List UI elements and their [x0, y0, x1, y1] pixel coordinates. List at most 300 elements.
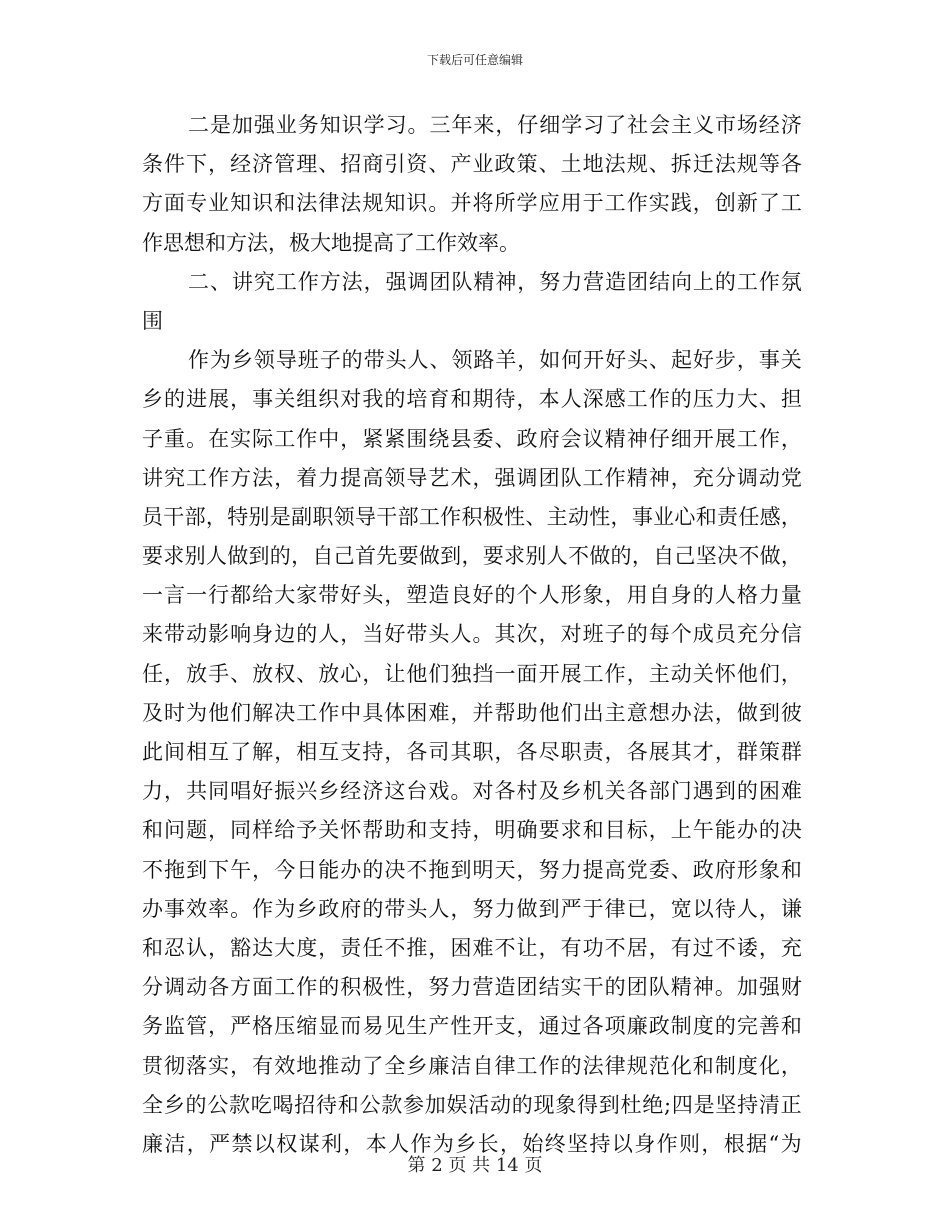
glyph: 的 — [714, 1014, 736, 1039]
glyph: 到 — [714, 779, 736, 804]
glyph: 正 — [780, 1092, 802, 1117]
glyph: 此 — [142, 740, 163, 764]
glyph: 求 — [504, 544, 526, 569]
glyph: 公 — [207, 1092, 229, 1117]
glyph: 学 — [363, 113, 385, 137]
glyph: 的 — [758, 818, 780, 843]
glyph: 县 — [450, 426, 472, 451]
glyph: 率 — [208, 896, 230, 921]
glyph: 精 — [473, 269, 495, 294]
glyph: 领 — [253, 348, 275, 373]
glyph: 和 — [450, 387, 472, 412]
glyph: 职 — [560, 740, 582, 764]
glyph: 步 — [714, 348, 736, 373]
glyph: 工 — [604, 191, 626, 216]
glyph: 求 — [560, 818, 582, 843]
glyph: 努 — [539, 269, 561, 294]
glyph: 工 — [626, 387, 648, 412]
glyph: 而 — [340, 1014, 362, 1039]
glyph: 部 — [184, 504, 206, 529]
glyph: 人 — [560, 387, 582, 412]
glyph: 到 — [450, 857, 472, 882]
glyph: 待 — [316, 1092, 337, 1117]
glyph: 他 — [538, 700, 560, 725]
glyph: 法 — [296, 191, 318, 216]
glyph: 四 — [671, 1092, 693, 1117]
glyph: ， — [631, 544, 653, 569]
glyph: 提 — [340, 465, 362, 490]
glyph: 务 — [297, 113, 319, 137]
glyph: 知 — [384, 191, 406, 216]
glyph: 细 — [670, 426, 692, 451]
glyph: 通 — [538, 1014, 560, 1039]
glyph: 易 — [362, 1014, 384, 1039]
glyph: 化 — [758, 1053, 780, 1078]
glyph: 作 — [188, 348, 209, 373]
glyph: 求 — [163, 544, 185, 569]
glyph: 别 — [248, 504, 270, 529]
glyph: 长 — [477, 1131, 499, 1156]
glyph: 重 — [164, 426, 186, 451]
glyph: 带 — [384, 896, 406, 921]
glyph: 谦 — [780, 896, 802, 921]
glyph: ， — [318, 935, 340, 960]
glyph: 动 — [758, 465, 780, 490]
glyph: 工 — [415, 230, 436, 255]
glyph: 款 — [381, 1092, 403, 1117]
glyph: 着 — [296, 465, 318, 490]
glyph: 的 — [185, 1092, 207, 1117]
glyph: 效 — [274, 1053, 296, 1078]
glyph: 团 — [627, 269, 649, 294]
glyph: 律 — [494, 1053, 516, 1078]
glyph: 贯 — [142, 1053, 163, 1078]
glyph: 的 — [362, 857, 384, 882]
glyph: 度 — [736, 1053, 758, 1078]
glyph: 主 — [604, 700, 626, 725]
glyph: 员 — [714, 622, 736, 647]
glyph: 府 — [538, 426, 560, 451]
glyph: 关 — [274, 387, 296, 412]
glyph: 们 — [230, 700, 252, 725]
glyph: ， — [340, 622, 362, 647]
glyph: 行 — [208, 583, 230, 608]
glyph: 终 — [544, 1131, 566, 1156]
glyph: 方 — [142, 191, 163, 216]
glyph: 关 — [318, 818, 340, 843]
glyph: 子 — [604, 622, 626, 647]
glyph: 自 — [472, 1053, 494, 1078]
glyph: 作 — [656, 1131, 678, 1156]
glyph: ， — [692, 191, 714, 216]
glyph: 同 — [230, 818, 252, 843]
glyph: 深 — [582, 387, 604, 412]
glyph: 务 — [142, 1014, 163, 1039]
glyph: 事 — [631, 504, 653, 529]
glyph: ， — [758, 896, 780, 921]
glyph: 法 — [582, 1053, 604, 1078]
glyph: 法 — [247, 230, 268, 255]
glyph: 强 — [494, 465, 516, 490]
glyph: 有 — [252, 1053, 274, 1078]
glyph: 让 — [384, 661, 406, 686]
glyph: 互 — [208, 740, 230, 764]
glyph: 清 — [758, 1092, 780, 1117]
glyph: 不 — [384, 935, 406, 960]
glyph: 规 — [362, 191, 384, 216]
glyph: 时 — [164, 700, 186, 725]
text-line — [142, 615, 802, 654]
glyph: 权 — [276, 1131, 298, 1156]
glyph: 持 — [450, 818, 472, 843]
glyph: 拖 — [164, 857, 186, 882]
glyph: ， — [428, 935, 450, 960]
glyph: 司 — [428, 740, 450, 764]
glyph: 。 — [428, 191, 450, 216]
glyph: ， — [538, 622, 560, 647]
glyph: 体 — [384, 700, 406, 725]
glyph: 方 — [319, 269, 341, 294]
glyph: 导 — [354, 504, 376, 529]
glyph: 确 — [516, 818, 538, 843]
glyph: 工 — [296, 700, 318, 725]
glyph: 及 — [142, 700, 163, 725]
glyph: 作 — [436, 230, 457, 255]
glyph: 严 — [209, 1131, 231, 1156]
glyph: 工 — [274, 426, 296, 451]
glyph: 间 — [164, 740, 186, 764]
glyph: 产 — [450, 152, 472, 177]
glyph: 高 — [373, 230, 394, 255]
glyph: 关 — [604, 779, 626, 804]
glyph: 坚 — [567, 1131, 589, 1156]
glyph: 委 — [648, 857, 670, 882]
glyph: 别 — [184, 544, 206, 569]
glyph: 和 — [142, 935, 163, 960]
glyph: 精 — [604, 426, 626, 451]
glyph: 作 — [252, 896, 274, 921]
text-line — [142, 851, 802, 890]
glyph: 彼 — [780, 700, 802, 725]
glyph: 中 — [318, 426, 340, 451]
glyph: 事 — [758, 348, 780, 373]
glyph: 杜 — [620, 1092, 642, 1117]
glyph: 机 — [582, 779, 604, 804]
glyph: 动 — [567, 504, 589, 529]
glyph: 调 — [407, 269, 429, 294]
glyph: 土 — [560, 152, 582, 177]
glyph: ， — [780, 544, 802, 569]
glyph: 对 — [472, 779, 494, 804]
glyph: 人 — [318, 622, 340, 647]
glyph: 首 — [354, 544, 376, 569]
glyph: 做 — [759, 544, 781, 569]
glyph: 方 — [230, 465, 252, 490]
glyph: 同 — [208, 779, 230, 804]
glyph: 生 — [406, 1014, 428, 1039]
glyph: 细 — [539, 113, 561, 137]
glyph: 的 — [318, 975, 340, 1000]
glyph: 调 — [736, 465, 758, 490]
glyph: ， — [230, 1053, 252, 1078]
glyph: 造 — [605, 269, 627, 294]
glyph: ， — [362, 661, 384, 686]
glyph: 羊 — [495, 348, 517, 373]
glyph: 。 — [230, 896, 252, 921]
glyph: 新 — [736, 191, 758, 216]
glyph: 放 — [252, 661, 274, 686]
glyph: 性 — [504, 504, 526, 529]
glyph: 团 — [538, 465, 560, 490]
glyph: 群 — [736, 740, 758, 764]
glyph: 困 — [450, 935, 472, 960]
glyph: 要 — [397, 544, 419, 569]
glyph: 他 — [406, 661, 428, 686]
glyph: 件 — [164, 152, 186, 177]
glyph: 部 — [397, 504, 419, 529]
glyph: 以 — [253, 1131, 275, 1156]
glyph: 作 — [208, 465, 230, 490]
glyph: 中 — [340, 700, 362, 725]
glyph: 分 — [142, 975, 163, 1000]
glyph: 规 — [626, 1053, 648, 1078]
glyph: 、 — [649, 348, 671, 373]
glyph: 言 — [164, 583, 186, 608]
glyph: 决 — [780, 818, 802, 843]
glyph: 坚 — [715, 1092, 737, 1117]
glyph: 自 — [312, 544, 334, 569]
glyph: 方 — [230, 975, 252, 1000]
glyph: 给 — [274, 818, 296, 843]
glyph: 了 — [394, 230, 415, 255]
glyph: 这 — [384, 779, 406, 804]
glyph: 头 — [627, 348, 649, 373]
glyph: 所 — [494, 191, 516, 216]
glyph: 神 — [495, 269, 517, 294]
glyph: 实 — [230, 426, 252, 451]
glyph: 戏 — [428, 779, 450, 804]
glyph: 努 — [428, 975, 450, 1000]
glyph: 独 — [450, 661, 472, 686]
glyph: ， — [517, 348, 539, 373]
glyph: ， — [472, 465, 494, 490]
glyph: 手 — [208, 661, 230, 686]
glyph: 领 — [451, 348, 473, 373]
glyph: 并 — [450, 191, 472, 216]
glyph: 效 — [186, 896, 208, 921]
glyph: 洁 — [164, 1131, 186, 1156]
glyph: 乡 — [455, 1131, 477, 1156]
glyph: 根 — [723, 1131, 745, 1156]
glyph: 、 — [318, 152, 340, 177]
glyph: 作 — [648, 387, 670, 412]
glyph: 法 — [714, 152, 736, 177]
glyph: 持 — [589, 1131, 611, 1156]
glyph: 积 — [340, 975, 362, 1000]
glyph: 予 — [296, 818, 318, 843]
glyph: 到 — [186, 857, 208, 882]
glyph: 样 — [252, 818, 274, 843]
glyph: ， — [648, 935, 670, 960]
glyph: ， — [208, 152, 230, 177]
glyph: 和 — [582, 818, 604, 843]
glyph: 动 — [490, 1092, 511, 1117]
glyph: 学 — [516, 191, 538, 216]
text-line — [142, 890, 802, 929]
glyph: 目 — [604, 818, 626, 843]
text-line — [142, 694, 802, 733]
glyph: 利 — [321, 1131, 342, 1156]
text-line — [142, 811, 802, 850]
glyph: 是 — [693, 1092, 715, 1117]
glyph: 义 — [692, 113, 714, 137]
glyph: 想 — [184, 230, 205, 255]
glyph: 塑 — [406, 583, 428, 608]
glyph: 政 — [648, 1014, 670, 1039]
glyph: 己 — [674, 544, 696, 569]
glyph: 子 — [319, 348, 341, 373]
glyph: 干 — [376, 504, 398, 529]
glyph: 习 — [583, 113, 605, 137]
glyph: 神 — [648, 465, 670, 490]
glyph: 展 — [714, 426, 736, 451]
glyph: 作 — [296, 975, 318, 1000]
text-line — [142, 106, 802, 145]
glyph: 难 — [780, 779, 802, 804]
glyph: 作 — [758, 426, 780, 451]
glyph: 业 — [472, 152, 494, 177]
glyph: 大 — [274, 583, 296, 608]
glyph: 边 — [274, 622, 296, 647]
glyph: 明 — [472, 857, 494, 882]
glyph: 放 — [318, 661, 340, 686]
glyph: 头 — [406, 896, 428, 921]
glyph: 效 — [457, 230, 478, 255]
glyph: ， — [472, 818, 494, 843]
glyph: ， — [780, 504, 802, 529]
glyph: 地 — [331, 230, 352, 255]
glyph: 动 — [186, 975, 208, 1000]
glyph: 给 — [252, 583, 274, 608]
glyph: 信 — [780, 622, 802, 647]
glyph: 村 — [516, 779, 538, 804]
text-line — [142, 772, 802, 811]
glyph: 工 — [275, 269, 297, 294]
glyph: 感 — [759, 504, 781, 529]
glyph: 头 — [428, 622, 450, 647]
glyph: 来 — [473, 113, 495, 137]
glyph: 主 — [648, 661, 670, 686]
glyph: 努 — [472, 896, 494, 921]
glyph: 力 — [494, 896, 516, 921]
glyph: 制 — [714, 1053, 736, 1078]
text-line — [142, 224, 802, 263]
glyph: 作 — [440, 504, 462, 529]
glyph: 讲 — [231, 269, 253, 294]
glyph: 和 — [205, 230, 226, 255]
glyph: 招 — [340, 152, 362, 177]
glyph: 午 — [230, 857, 252, 882]
glyph: 工 — [274, 975, 296, 1000]
glyph: 责 — [717, 504, 739, 529]
glyph: 要 — [538, 818, 560, 843]
glyph: ， — [340, 426, 362, 451]
glyph: 各 — [516, 740, 538, 764]
glyph: 人 — [205, 544, 227, 569]
glyph: 身 — [252, 622, 274, 647]
glyph: 法 — [252, 465, 274, 490]
glyph: 思 — [163, 230, 184, 255]
glyph: 做 — [589, 544, 611, 569]
glyph: 、 — [670, 857, 692, 882]
glyph: 业 — [275, 113, 297, 137]
glyph: 办 — [670, 700, 692, 725]
glyph: 和 — [692, 1053, 714, 1078]
glyph: 解 — [252, 740, 274, 764]
glyph: 知 — [319, 113, 341, 137]
glyph: 落 — [186, 1053, 208, 1078]
glyph: 拆 — [670, 152, 692, 177]
glyph: ， — [291, 544, 313, 569]
glyph: ， — [714, 740, 736, 764]
glyph: 度 — [296, 935, 318, 960]
glyph: 人 — [714, 583, 736, 608]
glyph: 动 — [670, 661, 692, 686]
glyph: 招 — [294, 1092, 316, 1117]
glyph: 本 — [365, 1131, 387, 1156]
glyph: 吃 — [250, 1092, 272, 1117]
glyph: 全 — [384, 1053, 406, 1078]
glyph: ， — [758, 935, 780, 960]
glyph: 遇 — [692, 779, 714, 804]
glyph: 做 — [736, 700, 758, 725]
glyph: 度 — [692, 1014, 714, 1039]
glyph: 为 — [432, 1131, 454, 1156]
glyph: ， — [648, 818, 670, 843]
glyph: 围 — [406, 426, 428, 451]
glyph: 规 — [736, 152, 758, 177]
glyph: 共 — [186, 779, 208, 804]
glyph: 下 — [208, 857, 230, 882]
glyph: 据 — [746, 1131, 768, 1156]
glyph: 队 — [648, 975, 670, 1000]
glyph: 性 — [384, 975, 406, 1000]
glyph: ， — [538, 935, 560, 960]
glyph: 人 — [450, 622, 472, 647]
glyph: 作 — [318, 700, 340, 725]
glyph: 力 — [318, 465, 340, 490]
glyph: 干 — [582, 975, 604, 1000]
glyph: ， — [208, 1014, 230, 1039]
glyph: 积 — [461, 504, 483, 529]
glyph: 今 — [274, 857, 296, 882]
glyph: 结 — [649, 269, 671, 294]
glyph: 做 — [227, 544, 249, 569]
glyph: 调 — [516, 465, 538, 490]
glyph: 人 — [736, 896, 758, 921]
glyph: ， — [186, 1131, 208, 1156]
glyph: 展 — [560, 661, 582, 686]
glyph: 各 — [208, 975, 230, 1000]
text-line — [142, 341, 802, 380]
glyph: 责 — [582, 740, 604, 764]
glyph: 为 — [274, 896, 296, 921]
glyph: 充 — [736, 622, 758, 647]
glyph: 为 — [780, 1131, 802, 1156]
glyph: 团 — [626, 975, 648, 1000]
glyph: 工 — [736, 269, 758, 294]
glyph: 年 — [451, 113, 473, 137]
